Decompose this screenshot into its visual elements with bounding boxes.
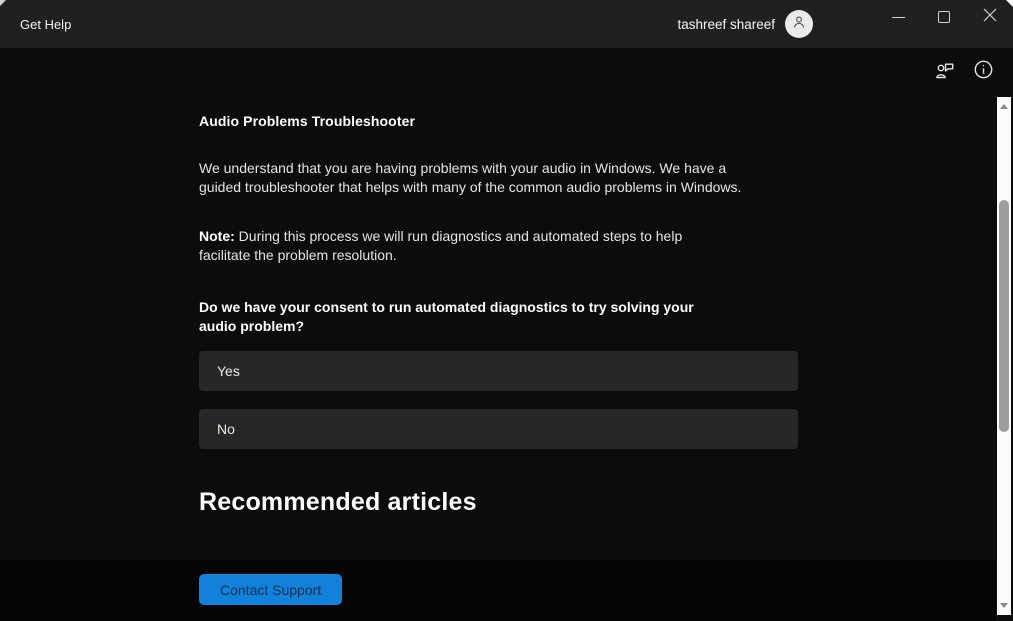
minimize-icon [892,17,905,18]
account-button[interactable] [677,10,813,38]
window-corner-artifact [0,0,6,6]
close-icon [983,8,997,27]
window-corner-artifact [1006,0,1013,7]
minimize-button[interactable] [875,0,921,34]
scroll-down-arrow-icon[interactable] [1000,603,1008,608]
maximize-icon [938,11,950,23]
contact-support-button[interactable]: Contact Support [199,574,342,605]
user-name: tashreef shareef [677,16,775,32]
consent-question: Do we have your consent to run automated diagnostics to try solving your audio problem? [199,299,694,334]
app-title: Get Help [20,16,72,32]
titlebar [0,0,1013,48]
window-controls [875,0,1013,48]
intro-paragraph: We understand that you are having problems with your audio in Windows. We have a guided troubleshooter that helps with many of the common audio problems in Windows. [199,160,742,195]
maximize-button[interactable] [921,0,967,34]
page-title: Audio Problems Troubleshooter [199,113,416,129]
virtual-agent-feedback-icon [934,59,956,86]
no-button[interactable]: No [199,409,798,449]
scroll-up-arrow-icon[interactable] [1000,104,1008,109]
footer-band [0,560,996,621]
scrollbar-thumb[interactable] [999,200,1009,432]
main-content [199,105,798,517]
toolbar [933,60,995,84]
person-icon [791,14,807,35]
recommended-articles-heading: Recommended articles [199,488,477,516]
note-label: Note: [199,228,235,244]
scrollbar[interactable] [997,97,1011,615]
note-text: During this process we will run diagnostics and automated steps to help facilitate the problem resolution. [199,228,683,263]
note-paragraph [199,227,711,265]
yes-button[interactable]: Yes [199,351,798,391]
avatar [785,10,813,38]
feedback-button[interactable] [933,60,957,84]
info-button[interactable] [971,60,995,84]
info-icon [973,59,994,85]
